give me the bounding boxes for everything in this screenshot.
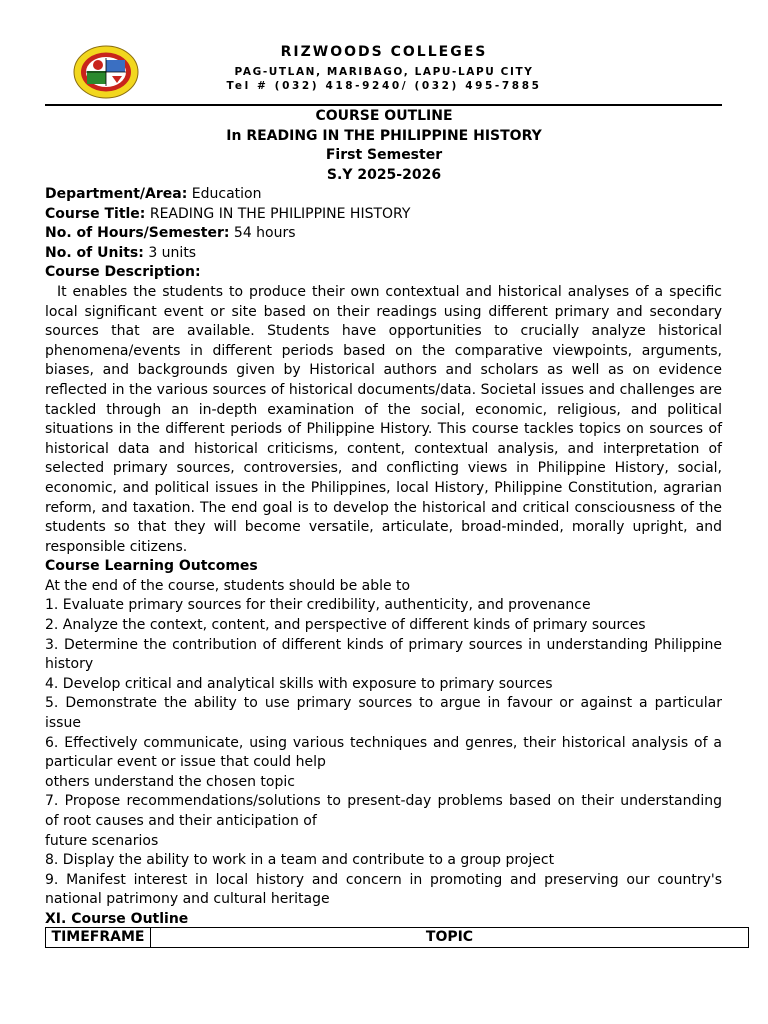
description-heading bbox=[45, 263, 722, 283]
outcome-item-2: 2. Analyze the context, content, and perspective of different kinds of primary sources bbox=[45, 617, 646, 634]
document-titles bbox=[0, 107, 768, 185]
outcome-item-8: 8. Display the ability to work in a team and contribute to a group project bbox=[45, 852, 555, 869]
info-value: READING IN THE PHILIPPINE HISTORY bbox=[149, 205, 411, 222]
description-heading-text: Course Description: bbox=[45, 264, 201, 281]
outcome-item-9: 9. Manifest interest in local history and concern in promoting and preserving our country's national patrimony and cultural heritage bbox=[45, 871, 722, 908]
outcomes-intro: At the end of the course, students should be able to bbox=[45, 577, 411, 594]
info-label: No. of Hours/Semester: bbox=[45, 225, 230, 242]
outcome-item-6-continued: others understand the chosen topic bbox=[45, 773, 295, 790]
course-outline-table bbox=[45, 927, 749, 948]
column-header-timeframe: TIMEFRAME bbox=[46, 928, 151, 948]
outcome-item-1: 1. Evaluate primary sources for their credibility, authenticity, and provenance bbox=[45, 597, 591, 614]
title-course-outline: COURSE OUTLINE bbox=[315, 108, 453, 124]
document-body bbox=[45, 185, 722, 930]
info-department bbox=[45, 185, 722, 205]
outcome-item-7: 7. Propose recommendations/solutions to present-day problems based on their understanding of root causes and their anticipation of bbox=[45, 793, 722, 829]
info-label: No. of Units: bbox=[45, 244, 144, 261]
info-value: 54 hours bbox=[233, 225, 296, 242]
outcome-item-7-continued: future scenarios bbox=[45, 832, 159, 849]
info-value: 3 units bbox=[148, 244, 197, 261]
school-telephone: Tel # (032) 418-9240/ (032) 495-7885 bbox=[226, 80, 542, 92]
outcome-item-3: 3. Determine the contribution of different kinds of primary sources in understanding Philippine history bbox=[45, 636, 722, 673]
info-label: Course Title: bbox=[45, 205, 146, 222]
description-text bbox=[45, 283, 722, 557]
outcome-item-5: 5. Demonstrate the ability to use primary sources to argue in favour or against a particular issue bbox=[45, 695, 722, 732]
outcome-item-6: 6. Effectively communicate, using various techniques and genres, their historical analysis of a particular event or issue that could help bbox=[45, 734, 722, 771]
column-header-topic: TOPIC bbox=[151, 928, 749, 948]
outcomes-heading-text: Course Learning Outcomes bbox=[45, 558, 258, 575]
info-units bbox=[45, 244, 722, 264]
outcome-item-4: 4. Develop critical and analytical skills with exposure to primary sources bbox=[45, 675, 553, 692]
title-semester: First Semester bbox=[325, 147, 443, 164]
outline-heading-text: XI. Course Outline bbox=[45, 910, 189, 927]
school-name: RIZWOODS COLLEGES bbox=[280, 44, 488, 60]
info-hours bbox=[45, 224, 722, 244]
info-value: Education bbox=[191, 186, 262, 202]
title-school-year: S.Y 2025-2026 bbox=[326, 166, 442, 183]
school-address: PAG-UTLAN, MARIBAGO, LAPU-LAPU CITY bbox=[234, 66, 534, 78]
outcomes-heading bbox=[45, 557, 722, 577]
description-paragraph: It enables the students to produce their own contextual and historical analyses of a specific local significant event or site based on their readings using different primary and secondary sources that are available. Students have opportunities to crucially analyze historical phenomena/events in different periods based on the comparative viewpoints, arguments, biases, and backgrounds given by Historical authors and scholars as well as on evidence reflected in the various sources of historical documents/data. Societal issues and challenges are tackled through an in-depth examination of the social, economic, religious, and political situations in the different periods of Philippine History. This course tackles topics on sources of historical data and historical criticisms, content, contextual analysis, and interpretation of selected primary sources, controversies, and conflicting views in Philippine History, social, economic, and political issues in the Philippines, local History, Philippine Constitution, agrarian reform, and taxation. The end goal is to develop the historical and critical consciousness of the students so that they will become versatile, articulate, broad-minded, morally upright, and responsible citizens. bbox=[45, 283, 722, 555]
table-header-row bbox=[46, 928, 749, 948]
info-course-title bbox=[45, 205, 722, 225]
header-divider bbox=[45, 104, 722, 106]
title-course-name: In READING IN THE PHILIPPINE HISTORY bbox=[226, 127, 542, 144]
info-label: Department/Area: bbox=[45, 186, 188, 202]
